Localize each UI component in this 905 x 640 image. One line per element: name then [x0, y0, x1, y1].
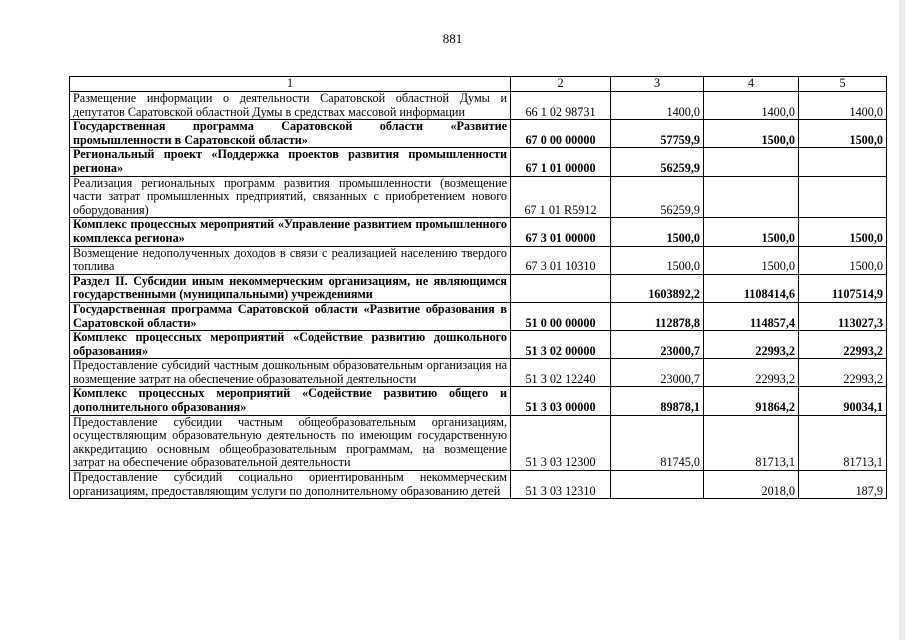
table-row [70, 176, 887, 218]
row-value-1: 1603892,2 [611, 274, 704, 302]
row-value-2: 91864,2 [704, 387, 799, 415]
row-value-2: 22993,2 [704, 331, 799, 359]
row-value-3: 22993,2 [799, 331, 887, 359]
row-code: 67 1 01 00000 [511, 148, 611, 176]
row-code: 67 1 01 R5912 [511, 176, 611, 218]
budget-table [69, 76, 887, 499]
table-row [70, 415, 887, 470]
col-header-2: 2 [511, 77, 611, 92]
row-value-3: 187,9 [799, 471, 887, 499]
row-value-1: 1400,0 [611, 92, 704, 120]
table-row [70, 120, 887, 148]
row-value-1: 56259,9 [611, 176, 704, 218]
row-name: Реализация региональных программ развития промышленности (возмещение части затрат промышленных предприятий, связанных с приобретением нового оборудования) [70, 176, 511, 218]
row-value-3 [799, 176, 887, 218]
row-name: Предоставление субсидии частным общеобразовательным организациям, осуществляющим образовательную деятельность по имеющим государственную аккредитацию основным общеобразовательным программам, на возмещение затрат на обеспечение образовательной деятельности [70, 415, 511, 470]
row-value-3: 113027,3 [799, 302, 887, 330]
row-value-1: 1500,0 [611, 246, 704, 274]
row-value-3: 1400,0 [799, 92, 887, 120]
row-value-2: 114857,4 [704, 302, 799, 330]
row-value-3: 1500,0 [799, 246, 887, 274]
row-value-1: 112878,8 [611, 302, 704, 330]
row-value-3: 1500,0 [799, 218, 887, 246]
table-row [70, 387, 887, 415]
col-header-1: 1 [70, 77, 511, 92]
table-row [70, 274, 887, 302]
row-value-2: 1500,0 [704, 246, 799, 274]
row-value-3: 1500,0 [799, 120, 887, 148]
col-header-3: 3 [611, 77, 704, 92]
table-row [70, 331, 887, 359]
col-header-5: 5 [799, 77, 887, 92]
row-name: Государственная программа Саратовской области «Развитие промышленности в Саратовской области» [70, 120, 511, 148]
row-value-3 [799, 148, 887, 176]
row-code: 51 0 00 00000 [511, 302, 611, 330]
row-value-2 [704, 176, 799, 218]
row-name: Государственная программа Саратовской области «Развитие образования в Саратовской области» [70, 302, 511, 330]
table-row [70, 92, 887, 120]
page-edge-shadow [899, 0, 905, 640]
row-name: Комплекс процессных мероприятий «Содействие развитию дошкольного образования» [70, 331, 511, 359]
row-name: Раздел II. Субсидии иным некоммерческим организациям, не являющимся государственными (муниципальными) учреждениями [70, 274, 511, 302]
row-value-1: 23000,7 [611, 331, 704, 359]
row-value-1: 57759,9 [611, 120, 704, 148]
row-value-1: 81745,0 [611, 415, 704, 470]
table-row [70, 148, 887, 176]
row-value-3: 1107514,9 [799, 274, 887, 302]
table-row [70, 218, 887, 246]
col-header-4: 4 [704, 77, 799, 92]
row-value-3: 22993,2 [799, 359, 887, 387]
row-value-3: 90034,1 [799, 387, 887, 415]
row-name: Размещение информации о деятельности Саратовской областной Думы и депутатов Саратовской областной Думы в средствах массовой информации [70, 92, 511, 120]
row-value-1: 1500,0 [611, 218, 704, 246]
row-value-2: 1400,0 [704, 92, 799, 120]
row-code: 51 3 03 12310 [511, 471, 611, 499]
row-value-2: 1500,0 [704, 120, 799, 148]
row-value-2: 1500,0 [704, 218, 799, 246]
row-code [511, 274, 611, 302]
row-value-2: 81713,1 [704, 415, 799, 470]
row-code: 51 3 02 00000 [511, 331, 611, 359]
row-code: 67 3 01 00000 [511, 218, 611, 246]
row-name: Комплекс процессных мероприятий «Содействие развитию общего и дополнительного образования» [70, 387, 511, 415]
row-name: Возмещение недополученных доходов в связи с реализацией населению твердого топлива [70, 246, 511, 274]
header-row [70, 77, 887, 92]
row-value-1: 89878,1 [611, 387, 704, 415]
row-code: 51 3 02 12240 [511, 359, 611, 387]
row-name: Предоставление субсидий частным дошкольным образовательным организация на возмещение затрат на обеспечение образовательной деятельности [70, 359, 511, 387]
table-row [70, 246, 887, 274]
row-value-2: 22993,2 [704, 359, 799, 387]
row-value-2: 1108414,6 [704, 274, 799, 302]
row-value-2: 2018,0 [704, 471, 799, 499]
row-name: Предоставление субсидий социально ориентированным некоммерческим организациям, предоставляющим услуги по дополнительному образованию детей [70, 471, 511, 499]
row-code: 51 3 03 00000 [511, 387, 611, 415]
row-value-1 [611, 471, 704, 499]
row-code: 66 1 02 98731 [511, 92, 611, 120]
row-value-1: 23000,7 [611, 359, 704, 387]
table-row [70, 302, 887, 330]
row-name: Региональный проект «Поддержка проектов развития промышленности региона» [70, 148, 511, 176]
page-number: 881 [442, 31, 463, 46]
table-row [70, 359, 887, 387]
row-value-1: 56259,9 [611, 148, 704, 176]
row-value-3: 81713,1 [799, 415, 887, 470]
row-code: 51 3 03 12300 [511, 415, 611, 470]
row-name: Комплекс процессных мероприятий «Управление развитием промышленного комплекса региона» [70, 218, 511, 246]
row-code: 67 3 01 10310 [511, 246, 611, 274]
table-row [70, 471, 887, 499]
row-code: 67 0 00 00000 [511, 120, 611, 148]
row-value-2 [704, 148, 799, 176]
